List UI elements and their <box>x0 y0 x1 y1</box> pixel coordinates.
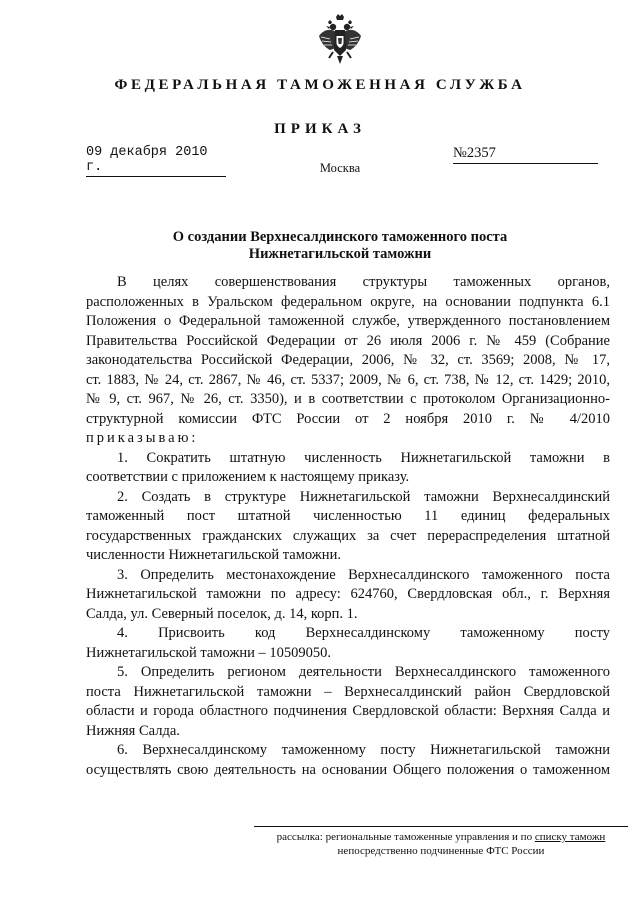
document-type: ПРИКАЗ <box>274 121 366 137</box>
coat-of-arms-icon <box>318 14 362 66</box>
order-directive: приказываю: <box>86 430 199 446</box>
mailing-list-note <box>254 826 628 858</box>
order-title <box>0 229 640 263</box>
body-line: осуществлять свою деятельность на основании Общего положения о таможенном <box>86 761 610 778</box>
body-line: Нижнетагильской таможни – 10509050. <box>86 644 332 661</box>
body-line: 5. Определить регионом деятельности Верхнесалдинского таможенного <box>117 664 610 680</box>
order-date: 09 декабря 2010 г. <box>86 145 226 177</box>
body-line: № 9, ст. 967, № 26, ст. 3350), и в соответствии с протоколом Организационно- <box>86 391 610 407</box>
mailing-line: непосредственно подчиненные ФТС России <box>337 845 545 857</box>
order-number: №2357 <box>453 145 598 164</box>
body-line: структурной комиссии ФТС России от 2 ноября 2010 г. № 4/2010 <box>86 410 610 427</box>
body-line: 4. Присвоить код Верхнесалдинскому таможенному посту <box>117 625 610 641</box>
order-body <box>86 273 610 780</box>
body-line: Правительства Российской Федерации от 26 июля 2006 г. № 459 (Собрание <box>86 332 610 349</box>
body-line: В целях совершенствования структуры таможенных органов, <box>117 274 610 290</box>
body-line: Нижнетагильской таможни по адресу: 624760, Свердловская обл., г. Верхняя <box>86 586 610 602</box>
body-line: поста Нижнетагильской таможни – Верхнесалдинский район Свердловской <box>86 683 610 700</box>
body-line: 2. Создать в структуре Нижнетагильской таможни Верхнесалдинский <box>117 488 610 505</box>
agency-name: ФЕДЕРАЛЬНАЯ ТАМОЖЕННАЯ СЛУЖБА <box>114 77 526 93</box>
order-title-line: О создании Верхнесалдинского таможенного поста <box>172 229 508 245</box>
body-line: соответствии с приложением к настоящему приказу. <box>86 469 410 485</box>
body-line: численности Нижнетагильской таможни. <box>86 547 341 563</box>
mailing-line <box>254 830 628 844</box>
city: Москва <box>319 161 361 175</box>
body-line: государственных гражданских служащих за счет перераспределения штатной <box>86 527 610 544</box>
mailing-link: списку таможн <box>534 831 606 843</box>
body-line: 6. Верхнесалдинскому таможенному посту Нижнетагильской таможни <box>117 742 610 758</box>
body-line: Салда, ул. Северный поселок, д. 14, корп. 1. <box>86 605 358 622</box>
body-line: таможенный пост штатной численностью 11 единиц федеральных <box>86 508 610 524</box>
body-line: 3. Определить местонахождение Верхнесалдинского таможенного поста <box>117 566 610 583</box>
mailing-prefix: рассылка: региональные таможенные управления и по <box>276 831 533 843</box>
body-line: расположенных в Уральском федеральном округе, на основании подпункта 6.1 <box>86 293 610 310</box>
body-line: Нижняя Салда. <box>86 722 180 739</box>
body-line: области и города областного подчинения Свердловской области: Верхняя Салда и <box>86 703 610 719</box>
body-line: Положения о Федеральной таможенной службе, утвержденного постановлением <box>86 313 610 329</box>
body-line: 1. Сократить штатную численность Нижнетагильской таможни в <box>117 449 610 466</box>
body-line: законодательства Российской Федерации, 2006, № 32, ст. 3569; 2008, № 17, <box>86 352 610 368</box>
body-line: ст. 1883, № 24, ст. 2867, № 46, ст. 5337; 2009, № 6, ст. 738, № 12, ст. 1429; 2010, <box>86 371 610 388</box>
order-title-line: Нижнетагильской таможни <box>248 246 432 262</box>
